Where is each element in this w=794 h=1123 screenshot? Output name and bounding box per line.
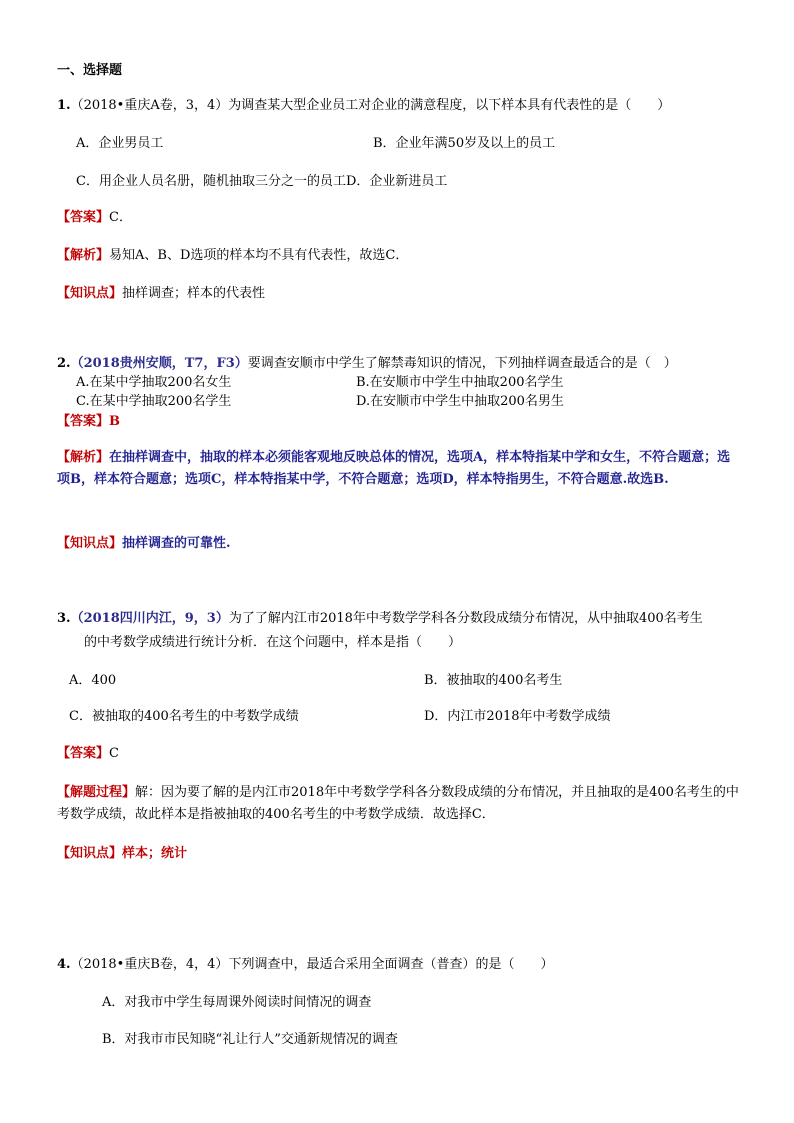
answer-line <box>57 746 119 762</box>
option-c: C．用企业人员名册，随机抽取三分之一的员工 <box>76 174 346 189</box>
knowledge-point-tag: 【知识点】 <box>57 286 123 301</box>
option-b: B．被抽取的400名考生 <box>424 673 563 688</box>
question-number: 1. <box>57 98 71 113</box>
section-title: 一、选择题 <box>57 63 123 78</box>
answer-value: C． <box>109 210 132 225</box>
knowledge-point-line <box>57 286 265 302</box>
option-b: B．企业年满50岁及以上的员工 <box>373 136 556 151</box>
explanation-tag: 【解题过程】 <box>57 785 136 800</box>
explanation-tag: 【解析】 <box>57 450 110 465</box>
answer-line <box>57 210 132 226</box>
question-1-stem <box>57 98 670 114</box>
explanation-text: 在抽样调查中，抽取的样本必须能客观地反映总体的情况，选项A，样本特指某中学和女生，不符合题意；选项B，样本符合题意；选项C，样本特指某中学，不符合题意；选项D，样本特指男生，不符合题意.故选B. <box>57 450 731 487</box>
question-source: （2018四川内江，9，3） <box>70 611 229 626</box>
knowledge-point-text: 抽样调查的可靠性. <box>122 536 231 551</box>
question-number: 4. <box>57 957 71 972</box>
explanation-line <box>57 248 408 264</box>
question-source: （2018•重庆A卷，3，4） <box>70 98 229 113</box>
explanation-block <box>57 782 747 826</box>
option-a: A.在某中学抽取200名女生 <box>76 375 232 390</box>
answer-value: B <box>109 414 121 429</box>
explanation-text: 解：因为要了解的是内江市2018年中考数学学科各分数段成绩的分布情况，并且抽取的是400名考生的中考数学成绩，故此样本是指被抽取的400名考生的中考数学成绩．故选择C． <box>57 785 739 822</box>
explanation-block <box>57 447 741 491</box>
question-3-stem-line2: 的中考数学成绩进行统计分析．在这个问题中，样本是指（ ） <box>84 635 462 650</box>
question-text: 下列调查中，最适合采用全面调查（普查）的是（ ） <box>228 957 554 972</box>
knowledge-point-tag: 【知识点】 <box>57 536 123 551</box>
question-text: 为调查某大型企业员工对企业的满意程度，以下样本具有代表性的是（ ） <box>228 98 671 113</box>
option-a: A．对我市中学生每周课外阅读时间情况的调查 <box>102 995 372 1010</box>
answer-tag: 【答案】 <box>57 414 110 429</box>
option-b: B．对我市市民知晓“礼让行人”交通新规情况的调查 <box>102 1032 398 1047</box>
question-text: 要调查安顺市中学生了解禁毒知识的情况，下列抽样调查最适合的是（ ） <box>247 356 677 371</box>
option-a: A．400 <box>69 673 117 688</box>
question-3-stem-line1 <box>57 611 703 627</box>
answer-value: C <box>109 746 119 761</box>
option-c-d <box>76 174 447 190</box>
question-2-stem <box>57 356 677 372</box>
option-c: C．被抽取的400名考生的中考数学成绩 <box>69 709 299 724</box>
answer-tag: 【答案】 <box>57 210 110 225</box>
option-d: D．内江市2018年中考数学成绩 <box>424 709 611 724</box>
explanation-tag: 【解析】 <box>57 248 110 263</box>
knowledge-point-text: 样本；统计 <box>122 846 188 861</box>
question-number: 2. <box>57 356 71 371</box>
option-c: C.在某中学抽取200名学生 <box>76 394 232 409</box>
explanation-text: 易知A、B、D选项的样本均不具有代表性，故选C． <box>109 248 409 263</box>
question-text: 为了了解内江市2018年中考数学学科各分数段成绩分布情况，从中抽取400名考生 <box>228 611 703 626</box>
question-number: 3. <box>57 611 71 626</box>
knowledge-point-line <box>57 536 231 552</box>
option-d: D.在安顺市中学生中抽取200名男生 <box>356 394 564 409</box>
option-d: D．企业新进员工 <box>345 174 448 189</box>
answer-tag: 【答案】 <box>57 746 110 761</box>
option-a: A．企业男员工 <box>76 136 164 151</box>
question-source: （2018贵州安顺，T7，F3） <box>70 356 248 371</box>
answer-line <box>57 414 120 430</box>
knowledge-point-line <box>57 846 187 862</box>
question-source: （2018•重庆B卷，4，4） <box>70 957 229 972</box>
option-b: B.在安顺市中学生中抽取200名学生 <box>356 375 564 390</box>
knowledge-point-tag: 【知识点】 <box>57 846 123 861</box>
question-4-stem <box>57 957 553 973</box>
knowledge-point-text: 抽样调查；样本的代表性 <box>122 286 266 301</box>
